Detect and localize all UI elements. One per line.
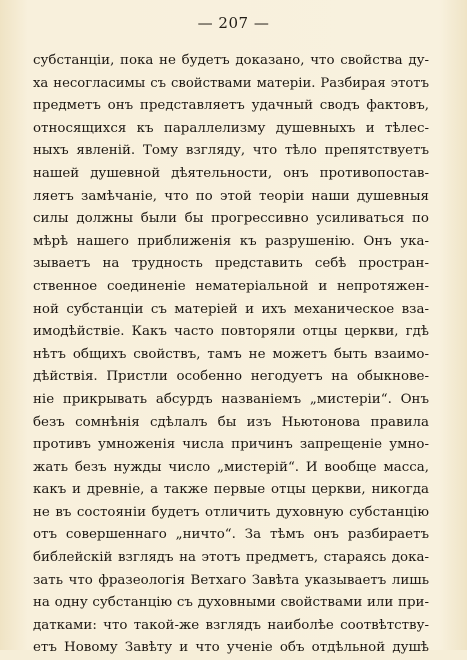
text-line: имодѣйствіе. Какъ часто повторяли отцы церкви, гдѣ xyxy=(33,324,429,340)
text-line: зываетъ на трудность представить себѣ простран- xyxy=(33,256,429,272)
text-line: библейскій взглядъ на этотъ предметъ, стараясь дока- xyxy=(33,550,429,566)
text-line: жать безъ нужды число „мистерій“. И вообще масса, xyxy=(33,459,429,475)
body-text xyxy=(33,50,429,660)
text-line: ха несогласимы съ свойствами матеріи. Разбирая этотъ xyxy=(33,75,429,91)
text-line: предметъ онъ представляетъ удачный сводъ фактовъ, xyxy=(33,98,429,114)
text-line: дѣйствія. Пристли особенно негодуетъ на обыкнове- xyxy=(33,369,429,385)
text-line: на одну субстанцію съ духовными свойствами или при- xyxy=(33,595,429,611)
text-line: какъ и древніе, а также первые отцы церкви, никогда xyxy=(33,482,429,498)
text-line: не въ состояніи будетъ отличить духовную субстанцію xyxy=(33,504,429,520)
text-line: ляетъ замѣчаніе, что по этой теоріи наши душевныя xyxy=(33,188,429,204)
text-line: нашей душевной дѣятельности, онъ противопостав- xyxy=(33,165,429,181)
text-line: противъ умноженія числа причинъ запрещеніе умно- xyxy=(33,437,429,453)
text-line: датками: что такой-же взглядъ наиболѣе соотвѣтству- xyxy=(33,617,429,633)
text-line: етъ Новому Завѣту и что ученіе объ отдѣльной душѣ xyxy=(33,640,429,656)
text-line: ніе прикрывать абсурдъ названіемъ „мистеріи“. Онъ xyxy=(33,391,429,407)
text-line: безъ сомнѣнія сдѣлалъ бы изъ Ньютонова правила xyxy=(33,414,429,430)
text-line: нѣтъ общихъ свойствъ, тамъ не можетъ быть взаимо- xyxy=(33,346,429,362)
text-line: мѣрѣ нашего приближенія къ разрушенію. Онъ ука- xyxy=(33,233,429,249)
text-line: силы должны были бы прогрессивно усиливаться по xyxy=(33,211,429,227)
text-line: ныхъ явленій. Тому взгляду, что тѣло препятствуетъ xyxy=(33,143,429,159)
text-line: субстанціи, пока не будетъ доказано, что свойства ду- xyxy=(33,53,429,68)
text-line: ственное соединеніе нематеріальной и непротяжен- xyxy=(33,278,429,294)
text-line: относящихся къ параллелизму душевныхъ и тѣлес- xyxy=(33,120,429,136)
page-number: — 207 — xyxy=(197,14,270,32)
text-line: отъ совершеннаго „ничто“. За тѣмъ онъ разбираетъ xyxy=(33,527,429,543)
text-line: ной субстанціи съ матеріей и ихъ механическое вза- xyxy=(33,301,429,317)
text-line: зать что фразеологія Ветхаго Завѣта указываетъ лишь xyxy=(33,572,429,588)
